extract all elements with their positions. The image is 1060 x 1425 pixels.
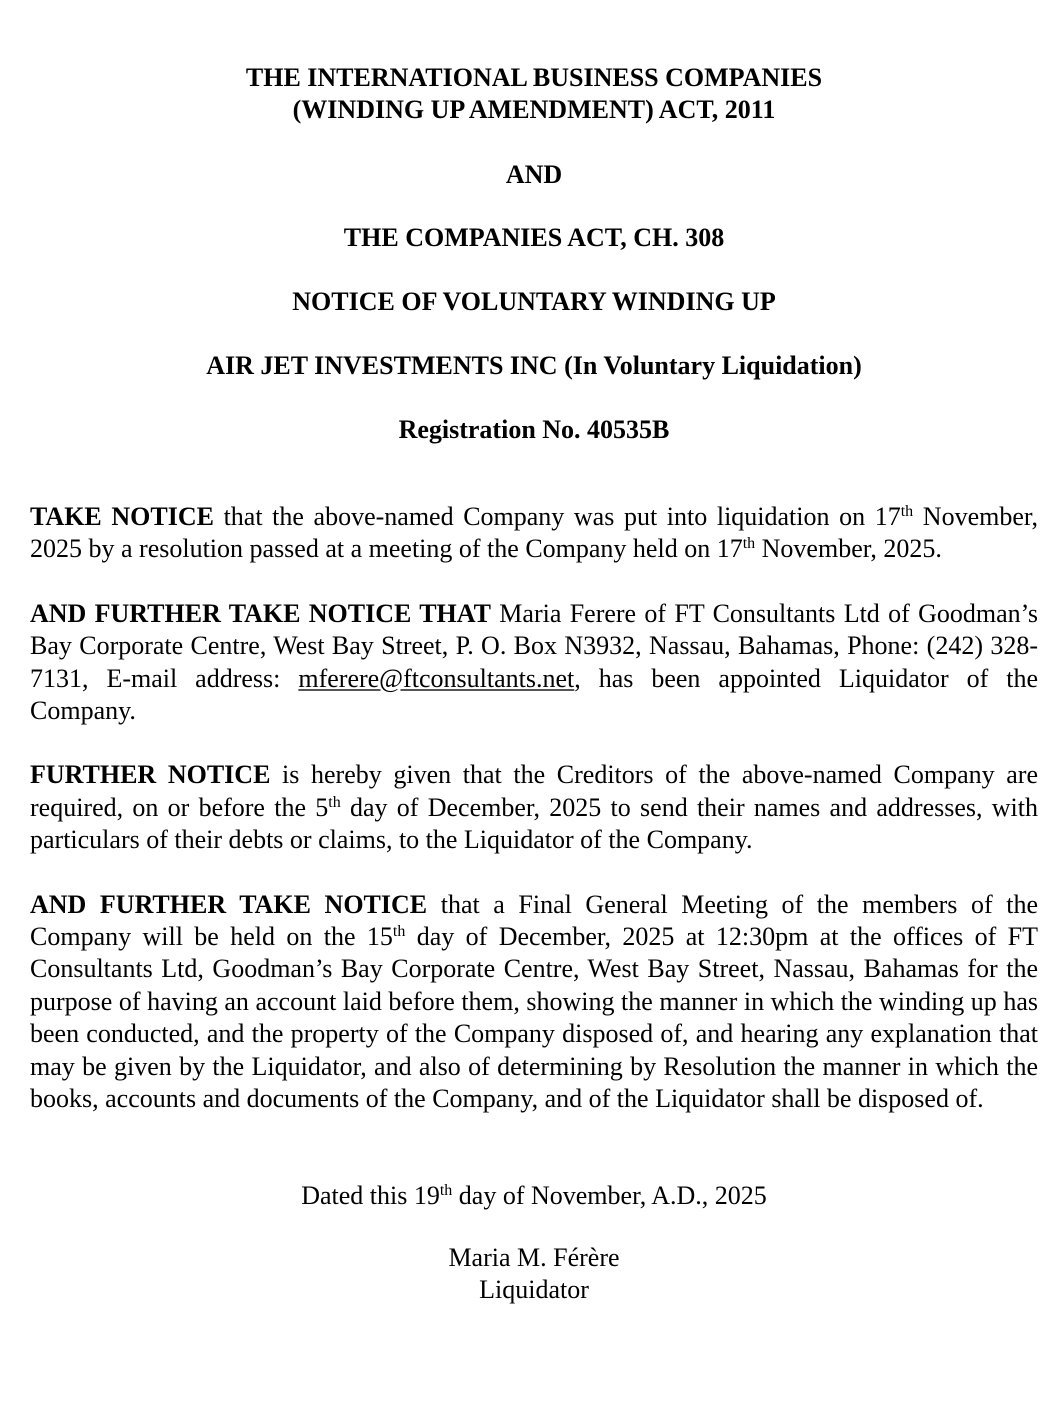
paragraph-lead: AND FURTHER TAKE NOTICE THAT — [30, 598, 491, 628]
signatory-role: Liquidator — [479, 1274, 589, 1304]
act-title — [30, 62, 1038, 126]
ordinal-suffix: th — [328, 793, 341, 811]
liquidator-appointment-paragraph — [30, 598, 1038, 728]
dated-line — [30, 1180, 1038, 1212]
dated-text: Dated this 19 — [301, 1180, 440, 1210]
paragraph-text: Maria Ferere of FT Consultants Ltd of Goodman’s Bay Corporate Centre, West Bay Street, P. O. Box N3932, Nassau, Bahamas, Phone: (242) 328-7131, E-mail address: — [30, 598, 1038, 693]
paragraph-text: November, 2025 by a resolution passed at a meeting of the Company held on 17 — [30, 502, 1038, 564]
conjunction-heading: AND — [505, 160, 563, 189]
paragraph-text: , has been appointed Liquidator of the Company. — [30, 663, 1038, 726]
paragraph-text: is hereby given that the Creditors of the above-named Company are required, on or before the 5 — [30, 760, 1038, 822]
paragraph-text: day of December, 2025 at 12:30pm at the offices of FT Consultants Ltd, Goodman’s Bay Corporate Centre, West Bay Street, Nassau, Bahamas for the purpose of having an account laid before them, showing the manner in which the winding up has been conducted, and the property of the Company disposed of, and hearing any explanation that may be given by the Liquidator, and also of determining by Resolution the manner in which the books, accounts and documents of the Company, and of the Liquidator shall be disposed of. — [30, 922, 1039, 1114]
creditors-paragraph — [30, 759, 1038, 856]
signatory-name: Maria M. Férère — [448, 1242, 620, 1272]
paragraph-text: November, 2025. — [755, 534, 942, 564]
notice-title: NOTICE OF VOLUNTARY WINDING UP — [292, 287, 776, 316]
paragraph-lead: TAKE NOTICE — [30, 502, 214, 531]
paragraph-text: day of December, 2025 to send their names and addresses, with particulars of their debts or claims, to the Liquidator of the Company. — [30, 792, 1038, 855]
final-meeting-paragraph — [30, 889, 1038, 1116]
dated-text: day of November, A.D., 2025 — [452, 1180, 767, 1210]
ordinal-suffix: th — [900, 503, 914, 520]
company-name: AIR JET INVESTMENTS INC (In Voluntary Liquidation) — [206, 351, 862, 380]
paragraph-lead: AND FURTHER TAKE NOTICE — [30, 889, 428, 919]
liquidation-paragraph — [30, 501, 1038, 566]
registration-number: Registration No. 40535B — [398, 415, 670, 444]
companies-act-heading: THE COMPANIES ACT, CH. 308 — [343, 223, 725, 252]
paragraph-lead: FURTHER NOTICE — [30, 760, 271, 790]
paragraph-text: that a Final General Meeting of the members of the Company will be held on the 15 — [30, 889, 1038, 952]
act-title-line-2: (WINDING UP AMENDMENT) ACT, 2011 — [292, 95, 776, 124]
liquidator-email-link[interactable]: mferere@ftconsultants.net — [298, 663, 575, 693]
act-title-line-1: THE INTERNATIONAL BUSINESS COMPANIES — [245, 63, 823, 92]
ordinal-suffix: th — [742, 535, 756, 553]
ordinal-suffix: th — [439, 1181, 453, 1199]
paragraph-text: that the above-named Company was put into liquidation on 17 — [213, 502, 901, 531]
ordinal-suffix: th — [392, 923, 406, 941]
